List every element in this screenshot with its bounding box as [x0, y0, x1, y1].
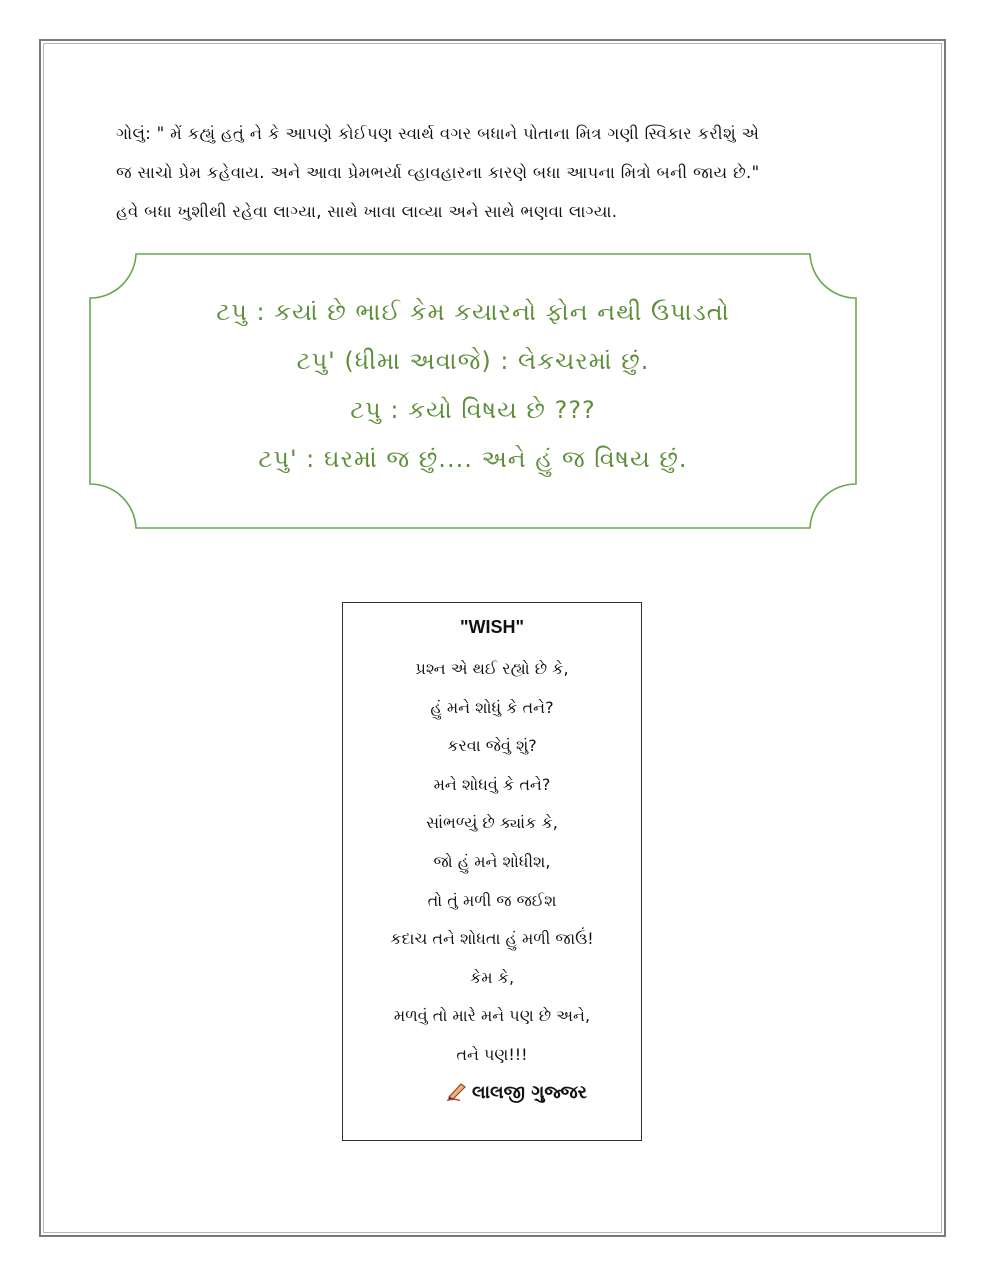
- poem-line: સાંભળ્યું છે ક્યાંક કે,: [426, 813, 558, 833]
- poem-line: તને પણ!!!: [456, 1044, 528, 1064]
- joke-line: ટપુ : કયો વિષય છે ???: [350, 396, 596, 424]
- joke-line: ટપુ' (ધીમા અવાજે) : લેકચરમાં છું.: [296, 347, 650, 375]
- pen-writing-icon: [446, 1081, 468, 1101]
- joke-line: ટપુ : કયાં છે ભાઈ કેમ કયારનો ફોન નથી ઉપાડતો: [216, 298, 730, 326]
- intro-line: ગોલું: " મેં કહ્યું હતું ને કે આપણે કોઈપણ સ્વાર્થ વગર બધાને પોતાના મિત્ર ગણી સ્વિકાર કરીશું એ: [116, 124, 760, 143]
- poem-body: [342, 650, 642, 1075]
- author-name: લાલજી ગુજ્જર: [472, 1082, 587, 1103]
- poem-line: જો હું મને શોધીશ,: [433, 851, 551, 871]
- poem-line: કદાચ તને શોધતા હું મળી જાઉં!: [390, 929, 594, 949]
- poem-line: હું મને શોધું કે તને?: [430, 697, 554, 717]
- poem-author: [446, 1081, 587, 1103]
- poem-line: મળવું તો મારે મને પણ છે અને,: [393, 1006, 591, 1026]
- poem-line: મને શોધવું કે તને?: [433, 774, 551, 794]
- poem-line: કરવા જેવું શું?: [447, 736, 537, 756]
- poem-line: તો તું મળી જ જઈશ: [427, 890, 557, 910]
- intro-paragraph: [116, 114, 896, 231]
- joke-block: [88, 288, 858, 484]
- poem-title: "WISH": [459, 617, 525, 637]
- poem-line: પ્રશ્ન એ થઈ રહ્યો છે કે,: [415, 659, 569, 678]
- joke-line: ટપુ' : ઘરમાં જ છું.... અને હું જ વિષય છું.: [258, 445, 688, 473]
- intro-line: જ સાચો પ્રેમ કહેવાય. અને આવા પ્રેમભર્યા વ્હાવહારના કારણે બધા આપના મિત્રો બની જાય છે.": [116, 163, 760, 182]
- intro-line: હવે બધા ખુશીથી રહેવા લાગ્યા, સાથે ખાવા લાવ્યા અને સાથે ભણવા લાગ્યા.: [116, 202, 618, 221]
- poem-line: કેમ કે,: [469, 967, 515, 987]
